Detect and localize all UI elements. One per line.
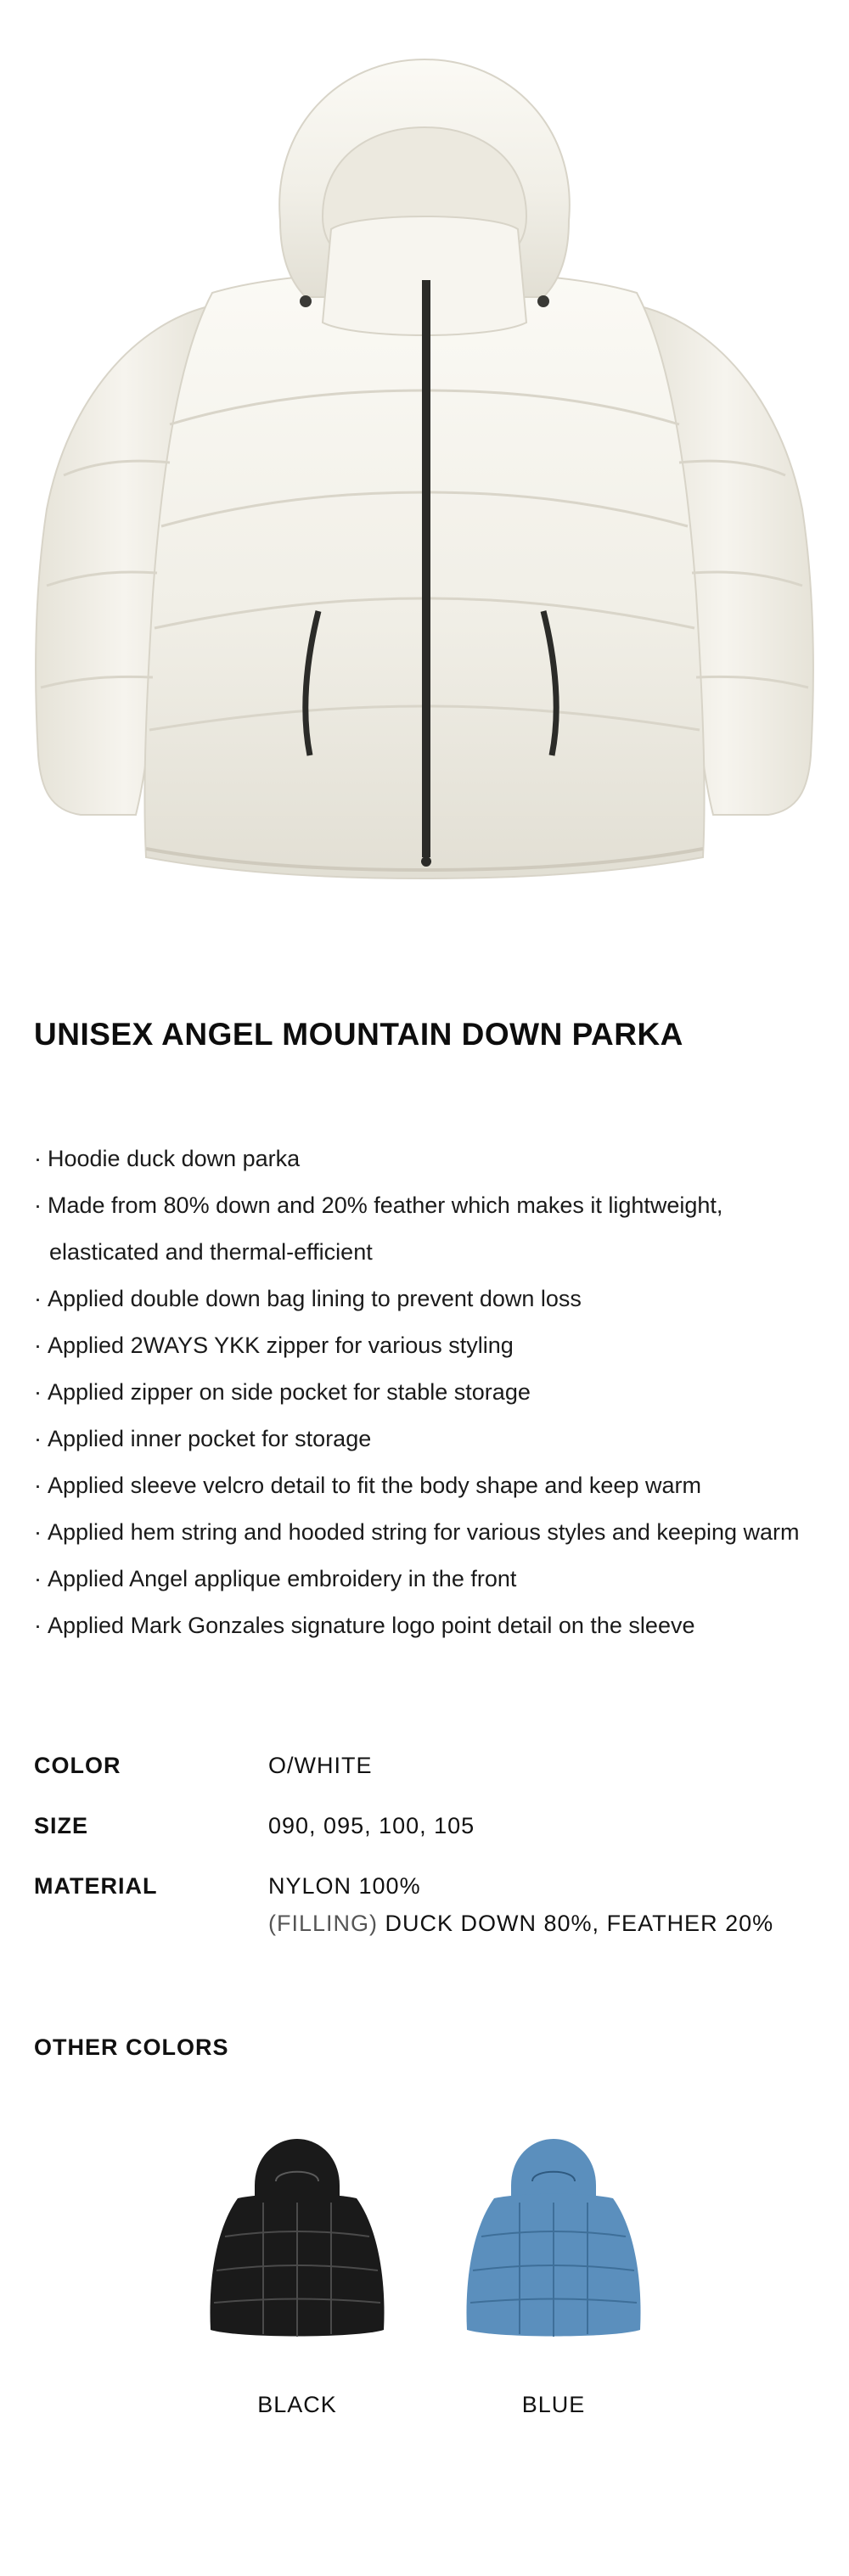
spec-row-size xyxy=(34,1807,832,1844)
feature-list xyxy=(34,1136,832,1649)
spec-value: O/WHITE xyxy=(268,1753,373,1778)
filling-prefix: (FILLING) xyxy=(268,1911,379,1936)
material-value: NYLON 100% xyxy=(268,1873,421,1899)
black-parka-thumbnail[interactable] xyxy=(187,2135,408,2355)
feature-item: · Applied double down bag lining to prevent down loss xyxy=(34,1276,832,1322)
feature-item: · Applied sleeve velcro detail to fit the body shape and keep warm xyxy=(34,1462,832,1509)
blue-parka-thumbnail[interactable] xyxy=(443,2135,664,2355)
feature-item: · Applied 2WAYS YKK zipper for various styling xyxy=(34,1322,832,1369)
filling-value: DUCK DOWN 80%, FEATHER 20% xyxy=(385,1911,774,1936)
spec-label: COLOR xyxy=(34,1753,121,1778)
product-title: UNISEX ANGEL MOUNTAIN DOWN PARKA xyxy=(34,1017,683,1052)
spec-row-color xyxy=(34,1747,832,1784)
feature-item: · Made from 80% down and 20% feather which makes it lightweight, xyxy=(34,1182,832,1229)
product-image xyxy=(0,0,849,942)
feature-item: · Applied zipper on side pocket for stable storage xyxy=(34,1369,832,1416)
filling-line xyxy=(268,1905,773,1942)
spec-value: 090, 095, 100, 105 xyxy=(268,1813,475,1838)
color-option-label[interactable]: BLACK xyxy=(257,2392,337,2417)
spec-row-material xyxy=(34,1867,832,1942)
feature-item: · Applied inner pocket for storage xyxy=(34,1416,832,1462)
spec-table xyxy=(34,1747,832,1965)
feature-item-continuation: elasticated and thermal-efficient xyxy=(49,1239,373,1265)
spec-value xyxy=(268,1867,773,1942)
spec-label: SIZE xyxy=(34,1813,89,1838)
spec-label: MATERIAL xyxy=(34,1873,158,1899)
feature-item: · Applied hem string and hooded string for various styles and keeping warm xyxy=(34,1509,832,1556)
color-option-label[interactable]: BLUE xyxy=(521,2392,586,2417)
feature-item: · Applied Angel applique embroidery in the front xyxy=(34,1556,832,1602)
feature-item: · Applied Mark Gonzales signature logo point detail on the sleeve xyxy=(34,1602,832,1649)
other-colors-title: OTHER COLORS xyxy=(34,2034,229,2060)
feature-item: · Hoodie duck down parka xyxy=(34,1136,832,1182)
